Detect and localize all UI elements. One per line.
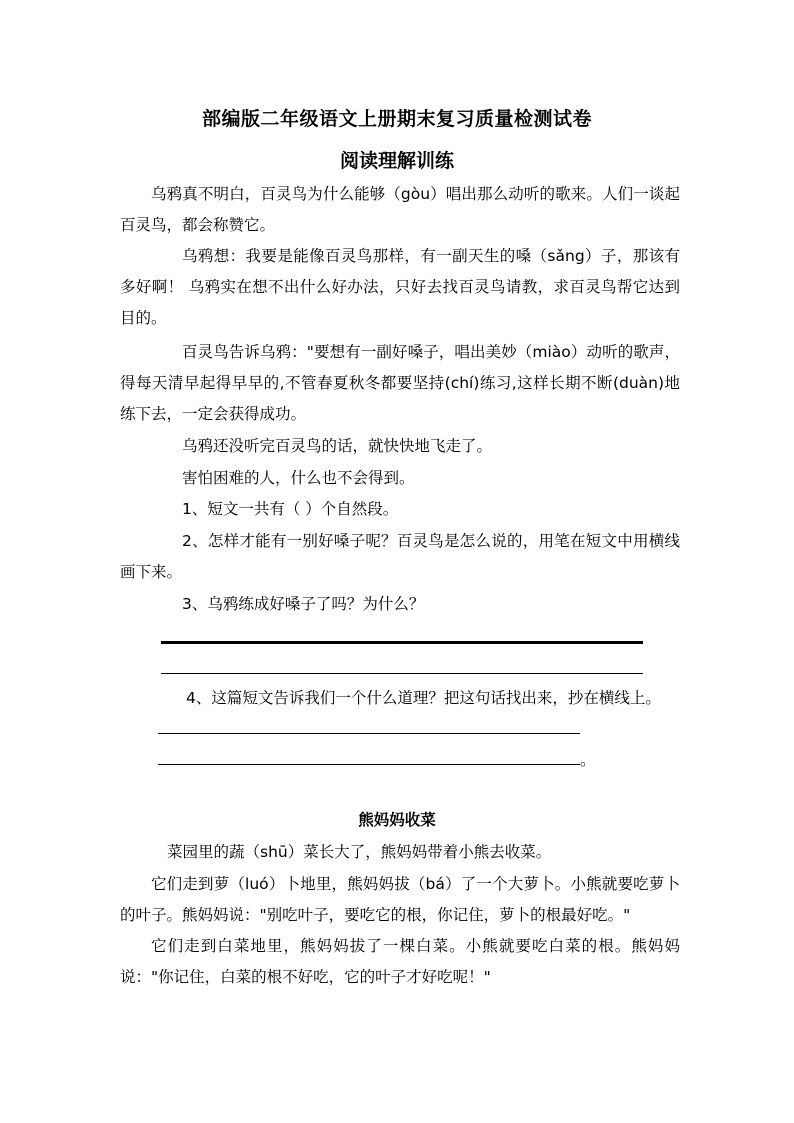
- question-1: 1、短文一共有（ ）个自然段。: [182, 500, 399, 518]
- question-4: 4、这篇短文告诉我们一个什么道理？把这句话找出来，抄在横线上。: [186, 689, 661, 707]
- passage1-paragraph-2: 乌鸦想：我要是能像百灵鸟那样，有一副天生的嗓（sǎng）子，那该有多好啊！ 乌鸦实在想不出什么好办法，只好去找百灵鸟请教，求百灵鸟帮它达到目的。: [120, 247, 680, 327]
- passage1-paragraph-1: 乌鸦真不明白，百灵鸟为什么能够（gòu）唱出那么动听的歌来。人们一谈起百灵鸟，都会称赞它。: [120, 185, 680, 234]
- document-title: 部编版二年级语文上册期末复习质量检测试卷: [201, 108, 592, 130]
- passage1-paragraph-3: 百灵鸟告诉乌鸦："要想有一副好嗓子，唱出美妙（miào）动听的歌声，得每天清早起得早早的,不管春夏秋冬都要坚持(chí)练习,这样长期不断(duàn)地练下去，一定会获得成功。: [120, 343, 680, 423]
- passage1-paragraph-4: 乌鸦还没听完百灵鸟的话，就快快地飞走了。: [182, 437, 493, 455]
- answer-line-q4-1: [158, 733, 580, 734]
- passage2-paragraph-2: 它们走到萝（luó）卜地里，熊妈妈拔（bá）了一个大萝卜。小熊就要吃萝卜的叶子。熊妈妈说："别吃叶子，要吃它的根，你记住，萝卜的根最好吃。": [120, 875, 680, 924]
- answer-line-q3-1: [161, 641, 643, 644]
- section-subtitle: 阅读理解训练: [339, 150, 454, 172]
- question-2: 2、怎样才能有一别好嗓子呢？百灵鸟是怎么说的，用笔在短文中用横线画下来。: [120, 532, 680, 581]
- passage1-paragraph-5: 害怕困难的人，什么也不会得到。: [182, 469, 415, 487]
- passage2-paragraph-3: 它们走到白菜地里，熊妈妈拔了一棵白菜。小熊就要吃白菜的根。熊妈妈说："你记住，白菜的根不好吃，它的叶子才好吃呢！": [120, 937, 680, 986]
- answer-end-mark: 。: [580, 751, 596, 769]
- answer-line-q3-2: [161, 673, 643, 674]
- answer-line-q4-2: [158, 764, 580, 765]
- passage2-paragraph-1: 菜园里的蔬（shū）菜长大了，熊妈妈带着小熊去收菜。: [167, 843, 552, 861]
- passage2-title: 熊妈妈收菜: [358, 811, 436, 829]
- question-3: 3、乌鸦练成好嗓子了吗？为什么？: [182, 595, 425, 613]
